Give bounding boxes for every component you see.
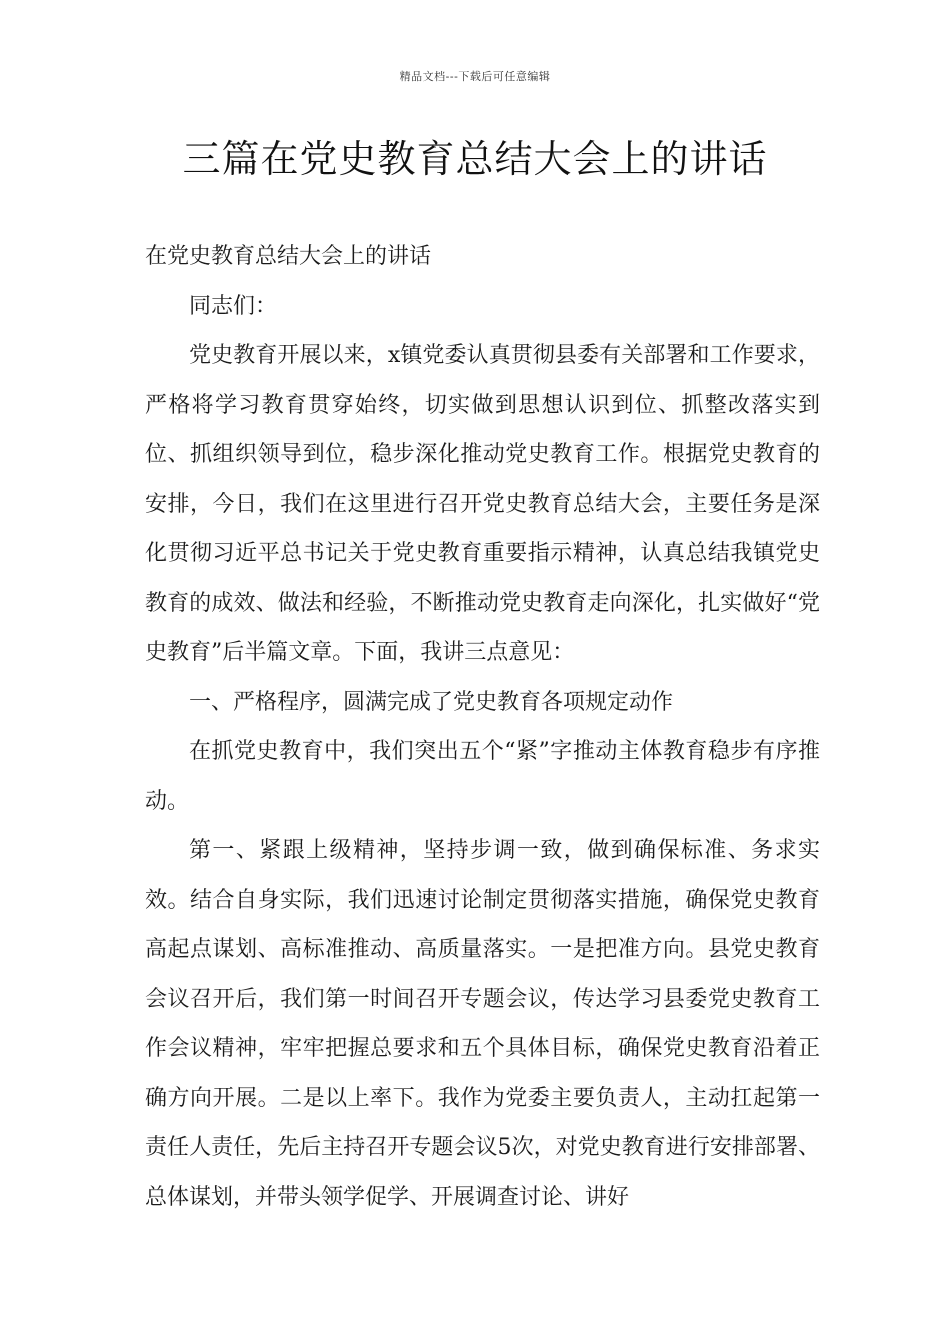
greeting-paragraph: 同志们： [189,293,278,319]
section-heading-1: 一、严格程序，圆满完成了党史教育各项规定动作 [189,689,674,715]
header-note: 精品文档---下载后可任意编辑 [399,70,551,83]
section-intro-paragraph: 在抓党史教育中，我们突出五个“紧”字推动主体教育稳步有序推动。 [145,739,820,814]
intro-paragraph: 党史教育开展以来，x镇党委认真贯彻县委有关部署和工作要求，严格将学习教育贯穿始终，切实做到思想认识到位、抓整改落实到位、抓组织领导到位，稳步深化推动党史教育工作。根据党史教育的安排，今日，我们在这里进行召开党史教育总结大会，主要任务是深化贯彻习近平总书记关于党史教育重要指示精神，认真总结我镇党史教育的成效、做法和经验，不断推动党史教育走向深化，扎实做好“党史教育”后半篇文章。下面，我讲三点意见： [145,343,820,665]
document-title: 三篇在党史教育总结大会上的讲话 [182,137,768,181]
document-body [145,232,820,1222]
speech-title: 在党史教育总结大会上的讲话 [145,244,432,269]
point-one-paragraph: 第一、紧跟上级精神，坚持步调一致，做到确保标准、务求实效。结合自身实际，我们迅速讨论制定贯彻落实措施，确保党史教育高起点谋划、高标准推动、高质量落实。一是把准方向。县党史教育会议召开后，我们第一时间召开专题会议，传达学习县委党史教育工作会议精神，牢牢把握总要求和五个具体目标，确保党史教育沿着正确方向开展。二是以上率下。我作为党委主要负责人，主动扛起第一责任人责任，先后主持召开专题会议5次，对党史教育进行安排部署、总体谋划，并带头领学促学、开展调查讨论、讲好 [145,838,820,1210]
